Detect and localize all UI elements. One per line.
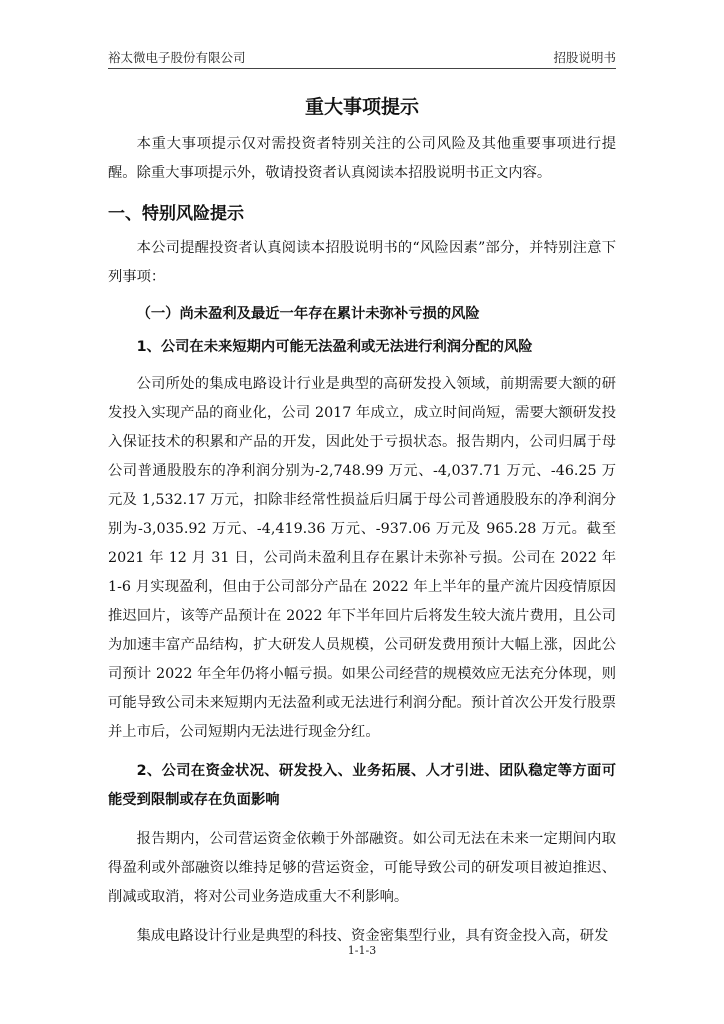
intro-paragraph: 本重大事项提示仅对需投资者特别关注的公司风险及其他重要事项进行提醒。除重大事项提示外，敬请投资者认真阅读本招股说明书正文内容。 bbox=[108, 136, 616, 181]
page-title: 重大事项提示 bbox=[304, 96, 419, 118]
header-document-type: 招股说明书 bbox=[553, 50, 616, 65]
subsection-heading-unprofitable-risk: （一）尚未盈利及最近一年存在累计未弥补亏损的风险 bbox=[136, 306, 480, 322]
item-paragraph-funding-1: 报告期内，公司营运资金依赖于外部融资。如公司无法在未来一定期间内取得盈利或外部融资以维持足够的营运资金，可能导致公司的研发项目被迫推迟、削减或取消，将对公司业务造成重大不利影响。 bbox=[108, 831, 616, 905]
item-heading-funding-constraints: 2、公司在资金状况、研发投入、业务拓展、人才引进、团队稳定等方面可能受到限制或存在负面影响 bbox=[108, 763, 616, 808]
running-header bbox=[108, 48, 616, 68]
section-heading-special-risks: 一、特别风险提示 bbox=[108, 204, 244, 224]
section-intro-paragraph: 本公司提醒投资者认真阅读本招股说明书的“风险因素”部分，并特别注意下列事项： bbox=[108, 240, 616, 285]
page-number: 1-1-3 bbox=[347, 944, 377, 957]
item-paragraph-no-profit-risk: 公司所处的集成电路设计行业是典型的高研发投入领域，前期需要大额的研发投入实现产品的商业化，公司 2017 年成立，成立时间尚短，需要大额研发投入保证技术的积累和产品的开发，因此处于亏损状态。报告期内，公司归属于母公司普通股股东的净利润分别为-2,748.99 万元、-4,037.71 万元、-46.25 万元及 1,532.17 万元，扣除非经常性损益后归属于母公司普通股股东的净利润分别为-3,035.92 万元、-4,419.36 万元、-937.06 万元及 965.28 万元。截至 2021 年 12 月 31 日，公司尚未盈利且存在累计未弥补亏损。公司在 2022 年 1-6 月实现盈利，但由于公司部分产品在 2022 年上半年的量产流片因疫情原因推迟回片，该等产品预计在 2022 年下半年回片后将发生较大流片费用，且公司为加速丰富产品结构，扩大研发人员规模，公司研发费用预计大幅上涨，因此公司预计 2022 年全年仍将小幅亏损。如果公司经营的规模效应无法充分体现，则可能导致公司未来短期内无法盈利或无法进行利润分配。预计首次公开发行股票并上市后，公司短期内无法进行现金分红。 bbox=[108, 376, 616, 740]
page-body bbox=[108, 92, 616, 951]
item-paragraph-funding-2: 集成电路设计行业是典型的科技、资金密集型行业，具有资金投入高，研发 bbox=[136, 928, 609, 944]
header-rule bbox=[108, 68, 616, 69]
item-heading-no-profit-risk: 1、公司在未来短期内可能无法盈利或无法进行利润分配的风险 bbox=[136, 339, 533, 355]
header-company-name: 裕太微电子股份有限公司 bbox=[108, 50, 246, 65]
